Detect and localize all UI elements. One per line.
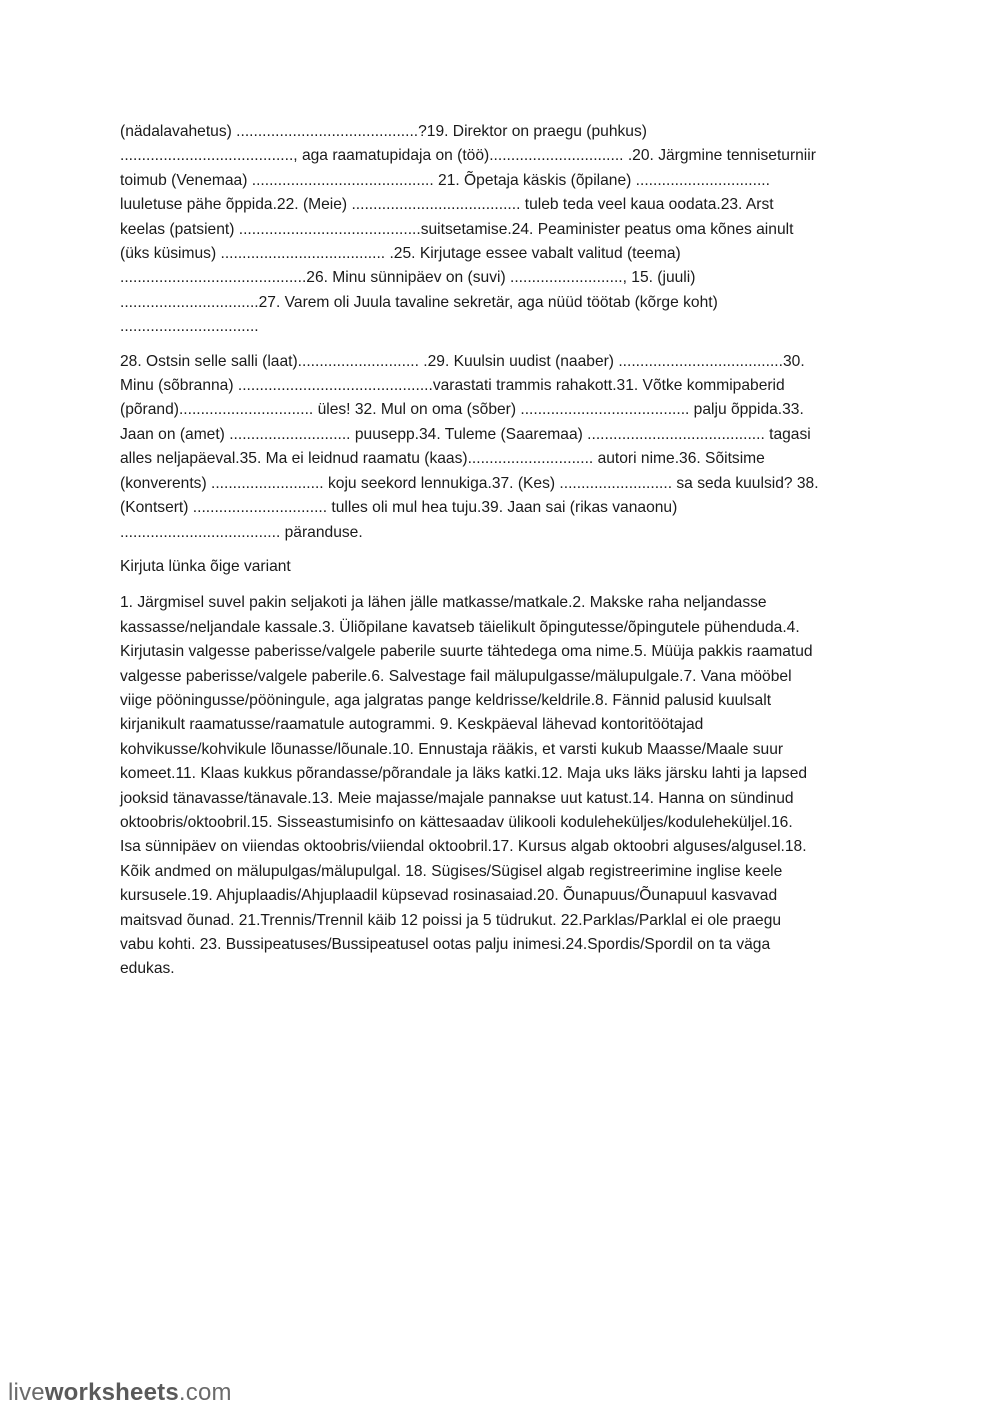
text-line: jooksid tänavasse/tänavale.13. Meie majasse/majale pannakse uut katust.14. Hanna on sündinud: [120, 789, 794, 807]
text-line: ................................27. Varem oli Juula tavaline sekretär, aga nüüd töötab (kõrge koht): [120, 293, 718, 311]
text-line: (konverents) .......................... koju seekord lennukiga.37. (Kes) .......................... sa seda kuulsid? 38.: [120, 474, 819, 492]
text-line: oktoobris/oktoobril.15. Sisseastumisinfo on kättesaadav ülikooli koduleheküljes/koduleheküljel.16.: [120, 813, 793, 831]
exercise-block-1: [120, 120, 882, 340]
text-line: luuletuse pähe õppida.22. (Meie) ....................................... tuleb teda veel kaua oodata.23. Arst: [120, 196, 774, 214]
text-line: komeet.11. Klaas kukkus põrandasse/põrandale ja läks katki.12. Maja uks läks järsku lahti ja lapsed: [120, 765, 808, 783]
logo-suffix: .com: [178, 1379, 232, 1406]
text-line: kassasse/neljandale kassale.3. Üliõpilane kavatseb täielikult õpingutesse/õpingutele pühenduda.4.: [120, 618, 800, 636]
text-line: alles neljapäeval.35. Ma ei leidnud raamatu (kaas)............................. autori nime.36. Sõitsime: [120, 450, 765, 468]
logo-bold: worksheets: [44, 1379, 179, 1406]
text-line: ..................................... päranduse.: [120, 523, 363, 541]
text-line: Minu (sõbranna) .............................................varastati trammis rahakott.31. Võtke kommipaberid: [120, 377, 785, 395]
exercise-block-3: [120, 591, 882, 982]
text-line: Isa sünnipäev on viiendas oktoobris/viiendal oktoobril.17. Kursus algab oktoobri alguses/algusel.18.: [120, 838, 807, 856]
text-line: 1. Järgmisel suvel pakin seljakoti ja lähen jälle matkasse/matkale.2. Makske raha neljandasse: [120, 594, 767, 612]
text-line: (üks küsimus) ...................................... .25. Kirjutage essee vabalt valitud (teema): [120, 245, 681, 263]
exercise-block-2: [120, 350, 882, 545]
text-line: ................................: [120, 318, 259, 336]
text-line: ........................................, aga raamatupidaja on (töö)............................... .20. Järgmine tenniseturniir: [120, 147, 816, 165]
text-line: vabu kohti. 23. Bussipeatuses/Bussipeatusel ootas palju inimesi.24.Spordis/Spordil on ta väga: [120, 936, 771, 953]
text-line: viige pööningusse/pööningule, aga jalgratas pange keldrisse/keldrile.8. Fännid palusid kuulsalt: [120, 691, 772, 709]
text-line: kohvikusse/kohvikule lõunasse/lõunale.10. Ennustaja rääkis, et varsti kukub Maasse/Maale suur: [120, 740, 784, 758]
text-line: Jaan on (amet) ............................ puusepp.34. Tuleme (Saaremaa) ......................................... tagasi: [120, 425, 811, 443]
text-line: toimub (Venemaa) .......................................... 21. Õpetaja käskis (õpilane) ...............................: [120, 171, 770, 189]
text-line: kirjanikult raamatusse/raamatule autogrammi. 9. Keskpäeval lähevad kontoritöötajad: [120, 716, 704, 734]
liveworksheets-logo[interactable]: [8, 1378, 232, 1408]
text-line: (põrand)............................... üles! 32. Mul on oma (sõber) ....................................... palju õppida.33.: [120, 401, 804, 419]
logo-prefix: live: [8, 1379, 45, 1406]
text-line: Kirjutasin valgesse paberisse/valgele paberile suurte tähtedega oma nime.5. Müüja pakkis raamatud: [120, 643, 813, 661]
text-line: maitsvad õunad. 21.Trennis/Trennil käib 12 poissi ja 5 tüdrukut. 22.Parklas/Parklal ei ole praegu: [120, 911, 782, 929]
text-line: valgesse paberisse/valgele paberile.6. Salvestage fail mälupulgasse/mälupulgale.7. Vana mööbel: [120, 667, 792, 685]
text-line: (Kontsert) ............................... tulles oli mul hea tuju.39. Jaan sai (rikas vanaonu): [120, 499, 678, 517]
worksheet-content: [120, 120, 882, 982]
text-line: 28. Ostsin selle salli (laat)............................ .29. Kuulsin uudist (naaber) ......................................30.: [120, 352, 805, 370]
text-line: edukas.: [120, 960, 175, 978]
text-line: (nädalavahetus) ..........................................?19. Direktor on praegu (puhkus): [120, 123, 647, 140]
paragraph-gap: [120, 340, 882, 350]
text-line: keelas (patsient) ..........................................suitsetamise.24. Peaminister peatus oma kõnes ainult: [120, 220, 794, 238]
text-line: kursusele.19. Ahjuplaadis/Ahjuplaadil küpsevad rosinasaiad.20. Õunapuus/Õunapuul kasvavad: [120, 887, 778, 905]
text-line: Kõik andmed on mälupulgas/mälupulgal. 18. Sügises/Sügisel algab registreerimine inglise keele: [120, 862, 783, 880]
exercise-heading: Kirjuta lünka õige variant: [120, 557, 291, 575]
text-line: ...........................................26. Minu sünnipäev on (suvi) .........................., 15. (juuli): [120, 269, 696, 287]
